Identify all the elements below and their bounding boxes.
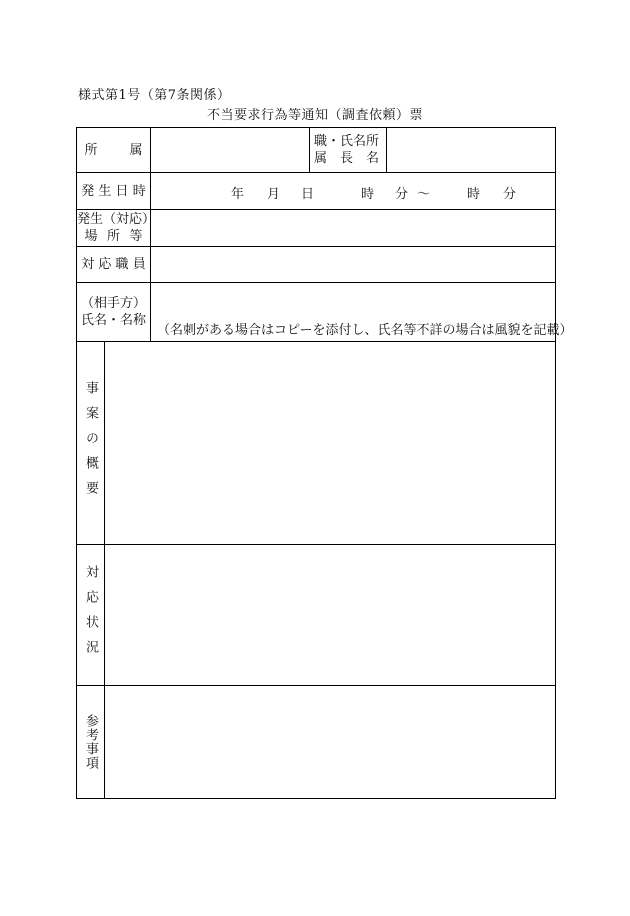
date-day-unit: 日: [301, 187, 315, 202]
staff-label: [77, 247, 151, 282]
affiliation-label-char-1: 所: [84, 142, 98, 158]
counterpart-row: [77, 283, 573, 342]
position-label-line1: 職・氏名所: [314, 134, 380, 149]
occurrence-datetime-row: [77, 173, 555, 210]
counterpart-label-line2: 氏名・名称: [80, 313, 146, 328]
summary-label: [77, 342, 105, 544]
position-name-label: [309, 128, 387, 172]
affiliation-label-char-2: 属: [129, 142, 143, 158]
summary-row: [77, 342, 555, 545]
position-name-field[interactable]: [387, 128, 555, 172]
status-label-text: 対応状況: [83, 565, 98, 665]
reference-label-text: 参考事項: [83, 714, 98, 770]
reference-label: [77, 686, 105, 798]
status-field[interactable]: [105, 545, 555, 685]
occurrence-datetime-field[interactable]: [151, 173, 555, 209]
report-form-table: [76, 127, 573, 799]
reference-row: [77, 686, 555, 798]
place-field[interactable]: [151, 210, 555, 246]
summary-field[interactable]: [105, 342, 555, 544]
counterpart-note: （名刺がある場合はコピーを添付し、氏名等不詳の場合は風貌を記載）: [157, 323, 573, 338]
document-title: 不当要求行為等通知（調査依頼）票: [206, 108, 423, 123]
place-label-line2: [85, 228, 143, 245]
place-label-char-1: 場: [84, 229, 98, 244]
end-hour-unit: 時: [467, 187, 481, 202]
occurrence-datetime-label-text: 発 生 日 時: [81, 183, 146, 199]
time-range-separator: ～: [417, 187, 431, 202]
place-row: [77, 210, 555, 247]
date-year-unit: 年: [231, 187, 245, 202]
start-minute-unit: 分: [395, 187, 409, 202]
position-label-line2: 属 長 名: [314, 151, 380, 166]
summary-label-text: 事案の概要: [83, 380, 98, 506]
reference-field[interactable]: [105, 686, 555, 798]
affiliation-row: [77, 128, 555, 173]
staff-row: [77, 247, 555, 283]
end-minute-unit: 分: [503, 187, 517, 202]
counterpart-label-line1: （相手方）: [80, 296, 146, 311]
place-label-char-2: 所: [106, 229, 120, 244]
status-row: [77, 545, 555, 686]
staff-field[interactable]: [151, 247, 555, 282]
occurrence-datetime-label: [77, 173, 151, 209]
staff-label-text: 対 応 職 員: [81, 257, 146, 272]
affiliation-label: [77, 128, 151, 172]
status-label: [77, 545, 105, 685]
place-label-char-3: 等: [129, 229, 143, 244]
affiliation-field[interactable]: [151, 128, 309, 172]
date-month-unit: 月: [267, 187, 281, 202]
place-label-line1: 発生（対応）: [77, 212, 156, 227]
start-hour-unit: 時: [361, 187, 375, 202]
counterpart-label: [77, 283, 151, 341]
form-number: 様式第1号（第7条関係）: [78, 88, 231, 103]
place-label: [77, 210, 156, 246]
